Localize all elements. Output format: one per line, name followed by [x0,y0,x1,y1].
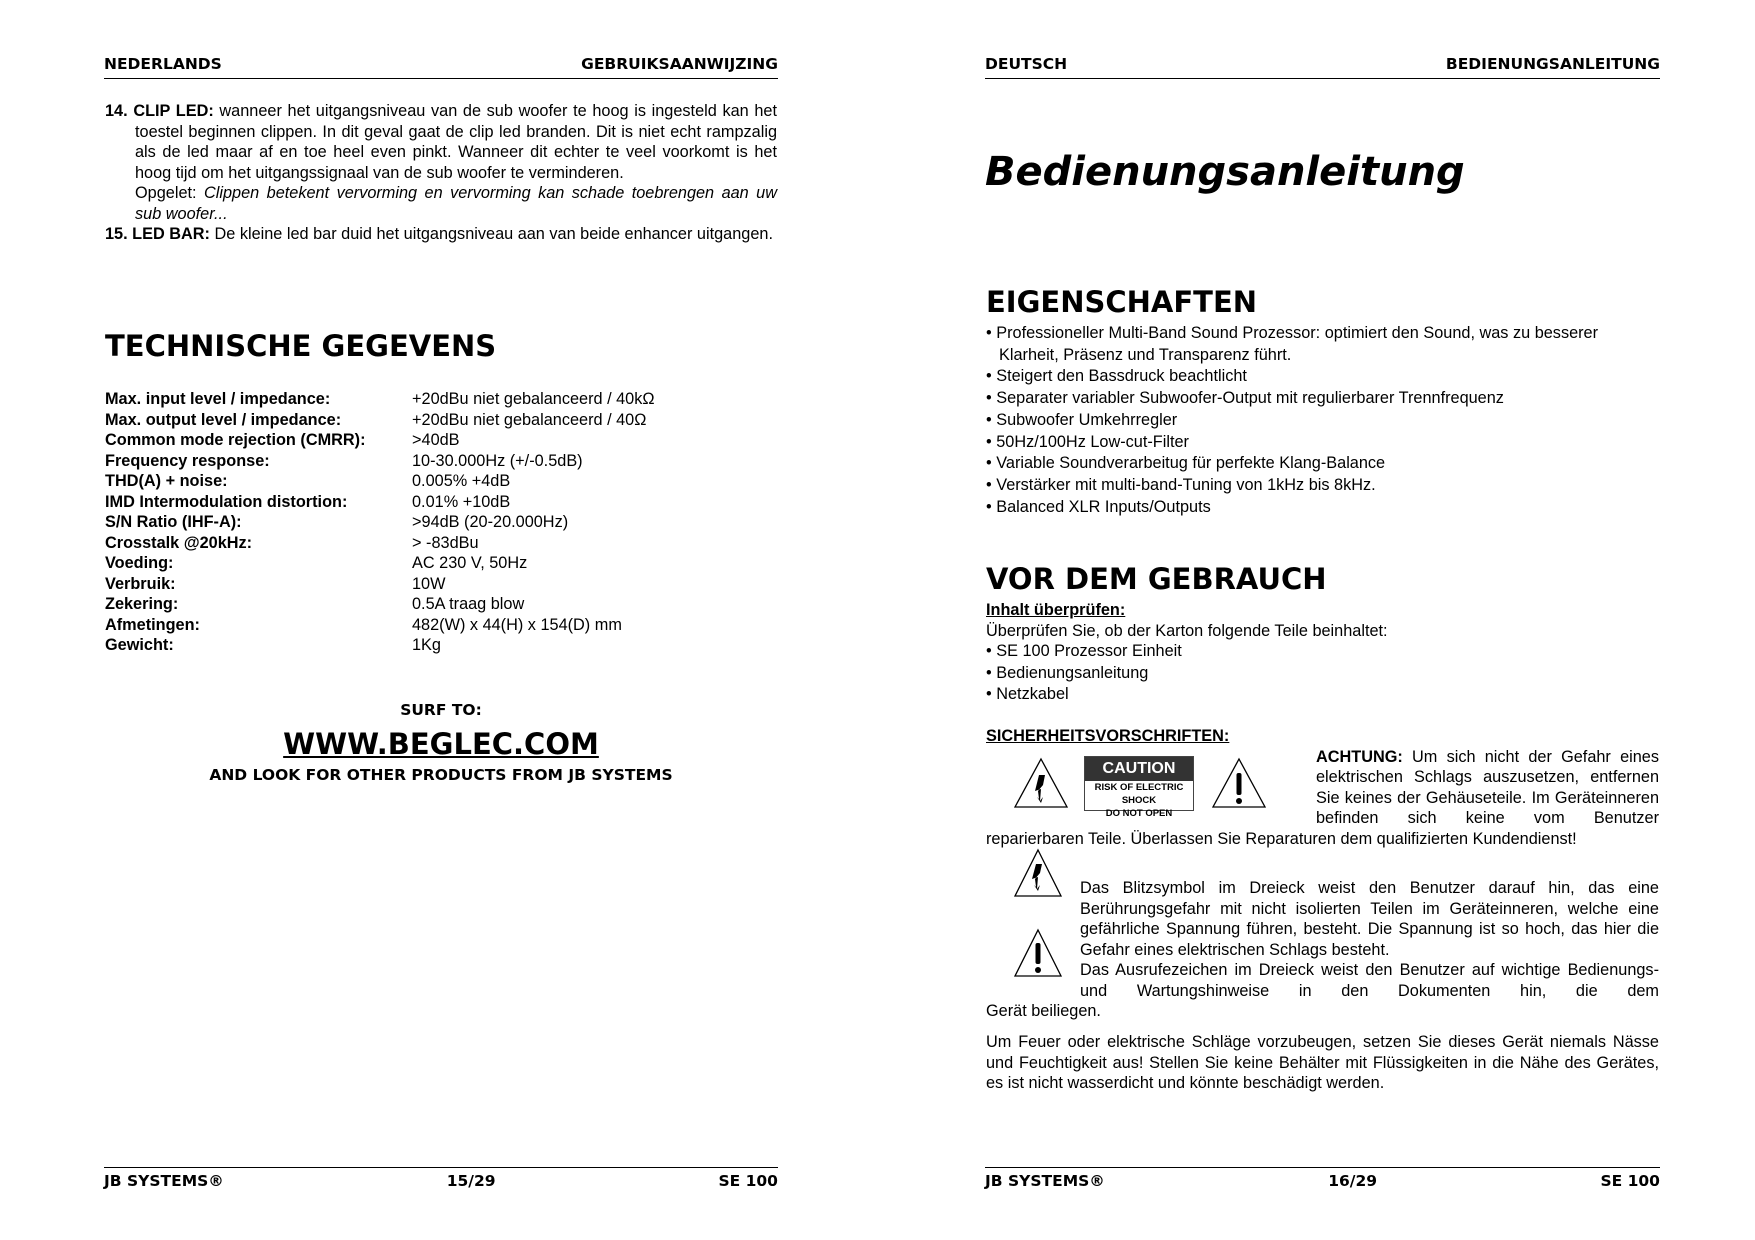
item-label: LED BAR: [132,225,210,243]
caution-line1: RISK OF ELECTRIC SHOCK [1094,781,1184,806]
item-text: wanneer het uitgangsniveau van de sub woofer te hoog is ingesteld kan het toestel beginnen clippen. In dit geval gaat de clip led branden. Dit is niet echt rampzalig als de led maar af en toe heel even pinkt. Wanneer dit echter te veel voorkomt is het hoog tijd om het uitgangssignaal van de sub woofer te verminderen. [135,102,777,182]
spec-label: Verbruik: [105,574,176,593]
spec-row [105,553,655,574]
item-text: De kleine led bar duid het uitgangsniveau aan van beide enhancer uitgangen. [209,225,773,243]
footer-model: SE 100 [1600,1172,1660,1190]
list-item: • SE 100 Prozessor Einheit [986,641,1660,663]
spec-row [105,389,655,410]
spec-value: >40dB [412,431,460,449]
list-item: • Subwoofer Umkehrregler [986,410,1660,432]
fire-warning: Um Feuer oder elektrische Schläge vorzubeugen, setzen Sie dieses Gerät niemals Nässe und Feuchtigkeit aus! Stellen Sie keine Behälter mit Flüssigkeiten in die Nähe des Gerätes, es ist nicht wasserdicht und könnte beschädigt werden. [986,1033,1659,1092]
spec-row [105,594,655,615]
spec-row [105,574,655,595]
safety-label: SICHERHEITSVORSCHRIFTEN: [986,727,1230,745]
spec-value: >94dB (20-20.000Hz) [412,513,569,531]
before-use-title: VOR DEM GEBRAUCH [986,562,1327,596]
spec-label: Gewicht: [105,636,174,654]
surf-label: SURF TO: [400,701,482,719]
contents-list [986,641,1660,706]
lightning-warning-icon [1013,757,1069,809]
item-number: 14. [105,102,128,120]
list-item: • Steigert den Bassdruck beachtlicht [986,366,1660,388]
list-item: • Variable Soundverarbeitug für perfekte Klang-Balance [986,453,1660,475]
spec-row [105,615,655,636]
page-header-left [104,54,778,79]
spec-row [105,410,655,431]
list-item: • Netzkabel [986,684,1660,706]
surf-block [105,700,777,785]
footer-brand: JB SYSTEMS® [985,1172,1105,1190]
spec-row [105,635,655,656]
footer-page: 15/29 [446,1172,496,1190]
header-title: BEDIENUNGSANLEITUNG [1445,55,1660,73]
lightning-warning-icon [1013,848,1063,898]
page-footer-left [104,1167,778,1192]
spec-value: 482(W) x 44(H) x 154(D) mm [412,615,622,634]
spec-row [105,512,655,533]
exclamation-explanation [1080,960,1659,1001]
spec-row [105,451,655,472]
spec-value: 0.01% +10dB [412,492,511,511]
spec-row [105,533,655,554]
features-title: EIGENSCHAFTEN [986,285,1258,319]
contents-section [986,600,1660,706]
spec-row [105,471,655,492]
contents-intro: Überprüfen Sie, ob der Karton folgende Teile beinhaltet: [986,621,1388,640]
spec-row [105,492,655,513]
header-language: DEUTSCH [985,55,1068,73]
list-item [105,101,777,183]
spec-label: Zekering: [105,595,179,613]
list-item: • Professioneller Multi-Band Sound Prozessor: optimiert den Sound, was zu besserer Klarheit, Präsenz und Transparenz führt. [986,323,1660,366]
spec-label: Common mode rejection (CMRR): [105,431,366,449]
exclamation-explanation-end: Gerät beiliegen. [986,1002,1101,1020]
features-list [986,323,1660,518]
page-header-right [985,54,1660,79]
item-label: CLIP LED: [133,102,214,120]
spec-label: Crosstalk @20kHz: [105,533,253,552]
caution-title: CAUTION [1085,757,1193,781]
exclamation-warning-icon [1013,928,1063,978]
list-item: • Balanced XLR Inputs/Outputs [986,497,1660,519]
list-item [105,224,777,245]
list-item: • 50Hz/100Hz Low-cut-Filter [986,432,1660,454]
note-label: Opgelet: [135,184,204,202]
caution-label [1084,756,1194,819]
spec-label: THD(A) + noise: [105,472,228,490]
lightning-explanation: Das Blitzsymbol im Dreieck weist den Benutzer darauf hin, das eine Berührungsgefahr mit nicht isolierten Teilen im Geräteinneren, welche eine gefährliche Spannung führen, besteht. Die Spannung ist so hoch, das hier die Gefahr eines elektrischen Schlags besteht. [1080,879,1659,959]
led-items [105,101,777,245]
spec-value: > -83dBu [412,533,479,552]
spec-value: 0.5A traag blow [412,595,525,613]
spec-value: 1Kg [412,636,441,654]
note-text: Clippen betekent vervorming en vervorming kan schade toebrengen aan uw sub woofer... [135,184,777,223]
spec-value: 10-30.000Hz (+/-0.5dB) [412,451,583,470]
spec-label: Afmetingen: [105,615,200,634]
list-item: • Bedienungsanleitung [986,663,1660,685]
spec-label: IMD Intermodulation distortion: [105,492,348,511]
caution-line2: DO NOT OPEN [1105,807,1173,819]
safety-section [986,726,1659,849]
list-item: • Separater variabler Subwoofer-Output mit regulierbarer Trennfrequenz [986,388,1660,410]
spec-value: +20dBu niet gebalanceerd / 40Ω [412,410,647,429]
achtung-label: ACHTUNG: [1316,747,1403,766]
contents-label: Inhalt überprüfen: [986,601,1126,619]
main-title: Bedienungsanleitung [985,149,1465,195]
footer-page: 16/29 [1328,1172,1378,1190]
spec-value: 10W [412,574,446,593]
exclamation-text: Das Ausrufezeichen im Dreieck weist den Benutzer auf wichtige Bedienungs- und Wartungshinweise in den Dokumenten hin, die dem [1080,961,1659,1000]
list-item: • Verstärker mit multi-band-Tuning von 1kHz bis 8kHz. [986,475,1660,497]
spec-label: Max. input level / impedance: [105,390,331,408]
warning-icons [986,749,1316,819]
spec-value: 0.005% +4dB [412,472,511,490]
spec-row [105,430,655,451]
look-text: AND LOOK FOR OTHER PRODUCTS FROM JB SYSTEMS [209,765,673,784]
specs-table [105,389,655,656]
website-link[interactable]: WWW.BEGLEC.COM [283,726,599,761]
specs-title: TECHNISCHE GEGEVENS [105,329,497,363]
page-footer-right [985,1167,1660,1192]
exclamation-warning-icon [1211,757,1267,809]
spec-value: +20dBu niet gebalanceerd / 40kΩ [412,390,655,408]
spec-label: Max. output level / impedance: [105,410,342,429]
spec-label: S/N Ratio (IHF-A): [105,513,242,531]
footer-brand: JB SYSTEMS® [104,1172,224,1190]
item-note [105,183,777,224]
item-number: 15. [105,225,128,243]
achtung-body: Um sich nicht der Gefahr eines elektrischen Schlags auszusetzen, entfernen Sie keines der Gehäuseteile. Im Geräteinneren befinden sich keine vom Benutzer reparierbaren Teile. Überlassen Sie Reparaturen dem qualifizierten Kundendienst! [986,747,1659,848]
header-language: NEDERLANDS [104,55,222,73]
footer-model: SE 100 [718,1172,778,1190]
spec-value: AC 230 V, 50Hz [412,554,528,572]
header-title: GEBRUIKSAANWIJZING [581,55,778,73]
spec-label: Frequency response: [105,451,270,470]
spec-label: Voeding: [105,554,174,572]
